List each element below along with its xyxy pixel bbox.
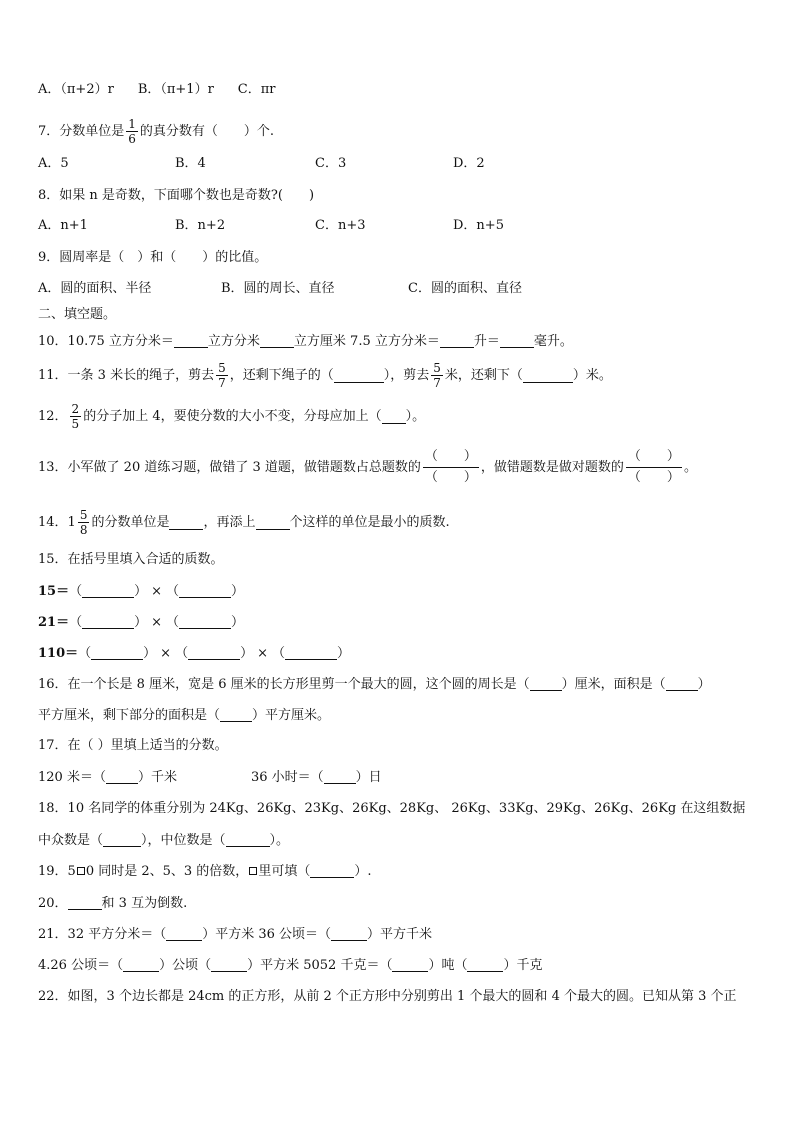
q9-option-b: B．圆的周长、直径 — [221, 281, 335, 296]
fraction-denominator: 7 — [218, 376, 226, 390]
q19-text: 里可填（ — [258, 863, 311, 879]
q21-text: ）公顷（ — [159, 957, 212, 973]
answer-blank[interactable] — [382, 410, 406, 424]
paren: ） — [231, 583, 245, 599]
q17-text: 36 小时＝（ — [250, 769, 324, 785]
section-heading: 二、填空题。 — [38, 307, 117, 322]
q16-text: ）平方厘米。 — [252, 707, 331, 723]
q12-fraction — [70, 403, 82, 430]
answer-blank[interactable] — [285, 646, 337, 660]
q15-number: 15＝ — [38, 583, 70, 599]
q15-number: 110＝ — [38, 645, 79, 661]
q14-text: ，再添上 — [203, 515, 256, 530]
answer-blank[interactable] — [324, 770, 356, 784]
answer-blank[interactable] — [179, 615, 231, 629]
q13-question — [38, 449, 697, 486]
q17-text: 120 米＝（ — [38, 769, 106, 785]
answer-blank[interactable] — [82, 584, 134, 598]
q16-text: ） — [697, 676, 711, 692]
q21-text: ）吨（ — [428, 957, 468, 973]
paren: （ — [166, 583, 180, 599]
q7-options — [38, 157, 485, 170]
q15-question: 15．在括号里填入合适的质数。 — [38, 552, 224, 567]
q13-blank-fraction[interactable] — [423, 449, 479, 486]
q19-text: 0 同时是 2、5、3 的倍数， — [85, 863, 249, 879]
fraction-denominator: 5 — [71, 417, 80, 431]
fraction-numerator-blank[interactable]: （ ） — [626, 449, 682, 468]
fraction-numerator-blank[interactable]: （ ） — [423, 449, 479, 468]
q21-text: 21．32 平方分米＝（ — [38, 926, 167, 942]
q17-items — [38, 770, 382, 784]
q13-blank-fraction[interactable] — [626, 449, 682, 486]
q9-options — [38, 282, 522, 295]
answer-blank[interactable] — [91, 646, 143, 660]
q19-question — [38, 864, 371, 878]
answer-blank[interactable] — [169, 516, 203, 530]
q21-question-cont — [38, 958, 542, 972]
q14-fraction — [78, 509, 90, 536]
q7-question — [38, 118, 274, 145]
box-symbol — [77, 867, 85, 875]
q11-question — [38, 362, 612, 389]
times-sign: × — [151, 614, 163, 630]
q13-text: 13．小军做了 20 道练习题，做错了 3 道题，做错题数占总题数的 — [38, 460, 421, 475]
q13-text: ，做错题数是做对题数的 — [480, 460, 624, 475]
q7-fraction — [126, 118, 138, 145]
answer-blank[interactable] — [103, 833, 141, 847]
fraction-numerator: 5 — [433, 361, 441, 375]
answer-blank[interactable] — [523, 369, 573, 383]
q15-line-3 — [38, 646, 350, 660]
answer-blank[interactable] — [256, 516, 290, 530]
q6-option-a: A．（π+2）r — [38, 82, 114, 97]
answer-blank[interactable] — [68, 896, 102, 910]
answer-blank[interactable] — [666, 677, 698, 691]
answer-blank[interactable] — [106, 770, 138, 784]
paren: ） — [134, 583, 148, 599]
q14-question — [38, 509, 450, 536]
answer-blank[interactable] — [220, 708, 252, 722]
times-sign: × — [151, 583, 163, 599]
answer-blank[interactable] — [188, 646, 240, 660]
q10-question — [38, 334, 573, 348]
q12-text: 的分子加上 4，要使分数的大小不变，分母应加上（ — [83, 409, 382, 424]
paren: ） — [231, 614, 245, 630]
q14-text: 14．1 — [38, 515, 76, 530]
q7-option-a: A．5 — [38, 156, 69, 171]
q8-question: 8．如果 n 是奇数，下面哪个数也是奇数?( ) — [38, 188, 315, 203]
q15-line-1 — [38, 584, 244, 598]
fraction-numerator: 5 — [79, 508, 88, 522]
q7-option-d: D．2 — [453, 156, 485, 171]
fraction-denominator: 7 — [433, 376, 441, 390]
q11-fraction-2 — [431, 362, 443, 389]
q11-text: ，还剩下绳子的（ — [229, 368, 334, 383]
q11-text: ），剪去 — [383, 368, 430, 383]
fraction-denominator-blank[interactable]: （ ） — [627, 470, 680, 485]
answer-blank[interactable] — [123, 958, 159, 972]
answer-blank[interactable] — [174, 334, 208, 348]
q17-text: ）千米 — [137, 769, 177, 785]
q20-text: 和 3 互为倒数. — [101, 895, 188, 911]
q21-text: ）平方米 5052 千克＝（ — [247, 957, 393, 973]
q12-text: 12． — [38, 409, 68, 424]
q21-text: ）平方米 36 公顷＝（ — [202, 926, 332, 942]
q18-text: ）。 — [269, 832, 290, 848]
fraction-denominator: 6 — [128, 132, 136, 146]
answer-blank[interactable] — [467, 958, 503, 972]
q12-question — [38, 403, 425, 430]
q10-text: 立方厘米 7.5 立方分米＝ — [293, 333, 440, 349]
fraction-numerator: 2 — [71, 402, 80, 416]
q16-text: 平方厘米，剩下部分的面积是（ — [38, 707, 221, 723]
answer-blank[interactable] — [260, 334, 294, 348]
answer-blank[interactable] — [226, 833, 270, 847]
times-sign: × — [160, 645, 172, 661]
paren: （ — [166, 614, 180, 630]
answer-blank[interactable] — [331, 927, 367, 941]
q16-question — [38, 677, 711, 691]
q17-text: ）日 — [355, 769, 382, 785]
q11-text: ）米。 — [572, 368, 612, 383]
q14-text: 个这样的单位是最小的质数. — [289, 515, 450, 530]
q22-question: 22．如图，3 个边长都是 24cm 的正方形，从前 2 个正方形中分别剪出 1 个最大的圆和 4 个最大的圆。已知从第 3 个正 — [38, 989, 737, 1004]
q6-option-c: C．πr — [237, 82, 276, 97]
q11-text: 米，还剩下（ — [444, 368, 523, 383]
q7-text: 7．分数单位是 — [38, 124, 125, 139]
q20-text: 20． — [38, 895, 68, 911]
q14-text: 的分数单位是 — [91, 515, 170, 530]
fraction-numerator: 5 — [218, 361, 226, 375]
q9-question: 9．圆周率是（ ）和（ ）的比值。 — [38, 250, 268, 265]
q20-question — [38, 896, 187, 910]
q9-option-c: C．圆的面积、直径 — [408, 281, 522, 296]
q15-line-2 — [38, 615, 244, 629]
paren: ） — [143, 645, 157, 661]
paren: ） — [134, 614, 148, 630]
answer-blank[interactable] — [310, 864, 354, 878]
q6-option-b: B．（π+1）r — [137, 82, 214, 97]
q9-option-a: A．圆的面积、半径 — [38, 281, 152, 296]
q18-question-cont — [38, 833, 289, 847]
q8-option-a: A．n+1 — [38, 218, 88, 233]
q21-text: 4.26 公顷＝（ — [38, 957, 124, 973]
q18-text: ），中位数是（ — [141, 832, 226, 848]
q15-number: 21＝ — [38, 614, 70, 630]
q16-text: 16．在一个长是 8 厘米，宽是 6 厘米的长方形里剪一个最大的圆，这个圆的周长是（ — [38, 676, 530, 692]
answer-blank[interactable] — [392, 958, 428, 972]
answer-blank[interactable] — [82, 615, 134, 629]
answer-blank[interactable] — [211, 958, 247, 972]
q17-question: 17．在（ ）里填上适当的分数。 — [38, 738, 228, 753]
q10-text: 立方分米 — [207, 333, 260, 349]
box-symbol — [249, 867, 257, 875]
q8-option-b: B．n+2 — [175, 218, 226, 233]
paren: ） — [337, 645, 351, 661]
q16-text: ）厘米，面积是（ — [561, 676, 666, 692]
answer-blank[interactable] — [530, 677, 562, 691]
q12-text: ）。 — [405, 409, 426, 424]
q21-text: ）千克 — [503, 957, 543, 973]
q8-options — [38, 219, 504, 232]
paren: （ — [272, 645, 286, 661]
q18-question: 18．10 名同学的体重分别为 24Kg、26Kg、23Kg、26Kg、28Kg、 26Kg、33Kg、29Kg、26Kg、26Kg 在这组数据 — [38, 801, 746, 816]
answer-blank[interactable] — [500, 334, 534, 348]
q16-question-cont — [38, 708, 330, 722]
q7-option-c: C．3 — [315, 156, 347, 171]
q10-text: 10．10.75 立方分米＝ — [38, 333, 174, 349]
q19-text: ）. — [354, 863, 372, 879]
q10-text: 毫升。 — [533, 333, 573, 349]
q18-text: 中众数是（ — [38, 832, 104, 848]
times-sign: × — [257, 645, 269, 661]
answer-blank[interactable] — [334, 369, 384, 383]
q8-option-d: D．n+5 — [453, 218, 504, 233]
q10-text: 升＝ — [473, 333, 500, 349]
paren: （ — [69, 583, 83, 599]
paren: （ — [175, 645, 189, 661]
q7-text-end: 的真分数有（ ）个. — [139, 124, 275, 139]
q6-options — [38, 83, 276, 96]
q7-option-b: B．4 — [175, 156, 206, 171]
q11-fraction-1 — [216, 362, 228, 389]
fraction-denominator: 8 — [79, 523, 88, 537]
q21-text: ）平方千米 — [367, 926, 433, 942]
answer-blank[interactable] — [440, 334, 474, 348]
fraction-numerator: 1 — [128, 117, 136, 131]
q11-text: 11．一条 3 米长的绳子，剪去 — [38, 368, 215, 383]
paren: ） — [240, 645, 254, 661]
answer-blank[interactable] — [166, 927, 202, 941]
paren: （ — [78, 645, 92, 661]
q19-text: 19．5 — [38, 863, 76, 879]
paren: （ — [69, 614, 83, 630]
q13-text: 。 — [683, 460, 697, 475]
fraction-denominator-blank[interactable]: （ ） — [424, 470, 477, 485]
answer-blank[interactable] — [179, 584, 231, 598]
q21-question — [38, 927, 432, 941]
q8-option-c: C．n+3 — [315, 218, 366, 233]
